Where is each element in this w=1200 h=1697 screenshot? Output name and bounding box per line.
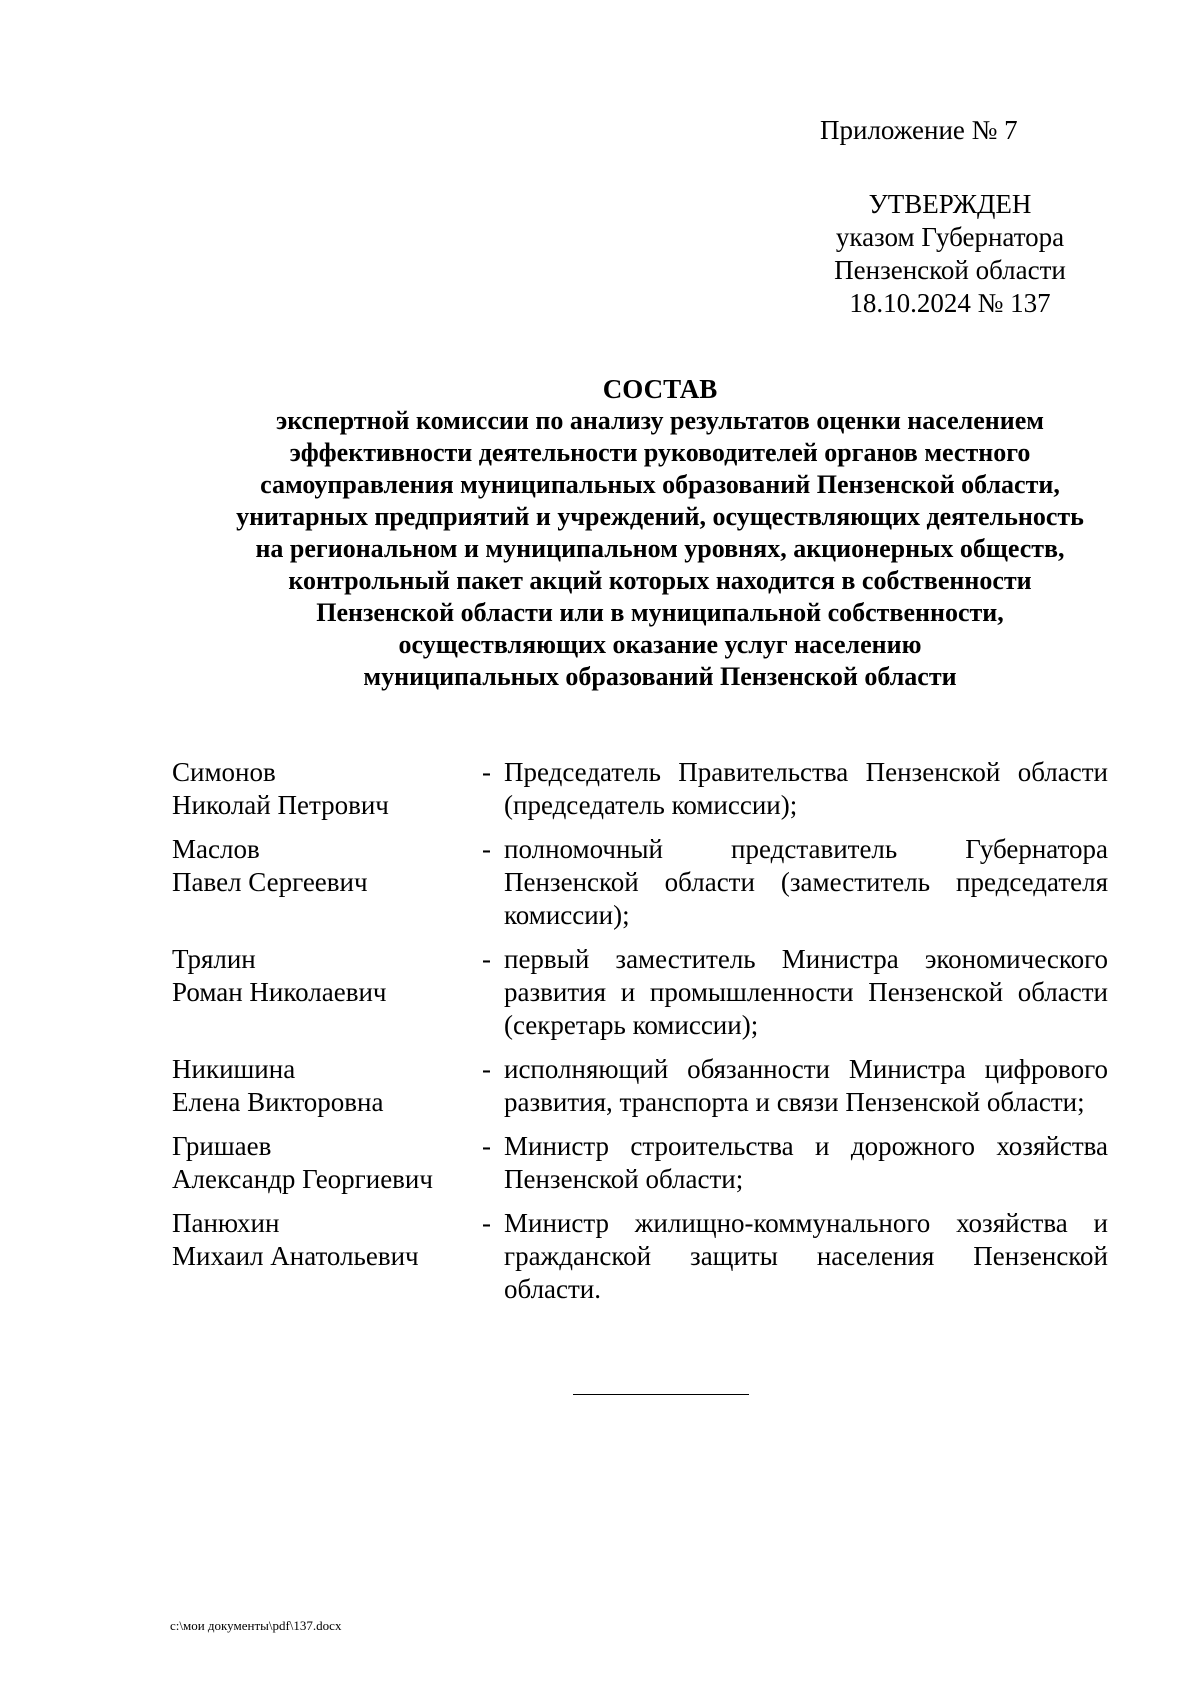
member-name — [172, 833, 482, 932]
member-given-names: Михаил Анатольевич — [172, 1241, 419, 1271]
member-role: первый заместитель Министра экономического развития и промышленности Пензенской области (секретарь комиссии); — [504, 944, 1108, 1040]
approval-status: УТВЕРЖДЕН — [868, 189, 1032, 219]
member-name — [172, 756, 482, 822]
approval-stamp — [800, 188, 1100, 320]
approval-date-number: 18.10.2024 № 137 — [849, 288, 1051, 318]
footer-file-path: c:\мои документы\pdf\137.docx — [170, 1618, 342, 1633]
member-row — [172, 943, 1108, 1042]
member-given-names: Роман Николаевич — [172, 977, 387, 1007]
member-role: Председатель Правительства Пензенской области (председатель комиссии); — [504, 757, 1108, 820]
member-surname: Маслов — [172, 834, 260, 864]
member-given-names: Елена Викторовна — [172, 1087, 384, 1117]
title-line: унитарных предприятий и учреждений, осуществляющих деятельность — [236, 502, 1084, 531]
member-given-names: Павел Сергеевич — [172, 867, 368, 897]
member-row — [172, 1130, 1108, 1196]
member-dash: - — [482, 757, 491, 787]
member-surname: Симонов — [172, 757, 276, 787]
member-name — [172, 1207, 482, 1306]
member-row — [172, 1207, 1108, 1306]
member-dash: - — [482, 1131, 491, 1161]
title-line: эффективности деятельности руководителей органов местного — [289, 438, 1031, 467]
member-given-names: Александр Георгиевич — [172, 1164, 433, 1194]
commission-members-list — [172, 756, 1108, 1317]
member-surname: Никишина — [172, 1054, 296, 1084]
member-surname: Панюхин — [172, 1208, 280, 1238]
title-line: на региональном и муниципальном уровнях, акционерных обществ, — [255, 534, 1065, 563]
title-main: СОСТАВ — [602, 374, 718, 404]
member-row — [172, 833, 1108, 932]
end-separator-line — [573, 1394, 749, 1395]
member-dash: - — [482, 944, 491, 974]
member-row — [172, 1053, 1108, 1119]
title-line: муниципальных образований Пензенской области — [363, 662, 957, 691]
approval-by-line-1: указом Губернатора — [835, 222, 1065, 252]
appendix-number: Приложение № 7 — [820, 115, 1018, 145]
approval-by-line-2: Пензенской области — [834, 255, 1066, 285]
member-dash: - — [482, 1208, 491, 1238]
title-line: Пензенской области или в муниципальной собственности, — [316, 598, 1004, 627]
member-name — [172, 1130, 482, 1196]
member-surname: Гришаев — [172, 1131, 272, 1161]
member-row — [172, 756, 1108, 822]
member-given-names: Николай Петрович — [172, 790, 389, 820]
member-role: полномочный представитель Губернатора Пензенской области (заместитель председателя комиссии); — [504, 834, 1108, 930]
title-line: контрольный пакет акций которых находится в собственности — [288, 566, 1032, 595]
member-name — [172, 943, 482, 1042]
member-dash: - — [482, 834, 491, 864]
title-line: осуществляющих оказание услуг населению — [398, 630, 922, 659]
member-surname: Трялин — [172, 944, 256, 974]
document-title — [150, 373, 1170, 693]
member-role: Министр жилищно-коммунального хозяйства и гражданской защиты населения Пензенской области. — [504, 1208, 1108, 1304]
member-role: Министр строительства и дорожного хозяйства Пензенской области; — [504, 1131, 1108, 1194]
title-line: экспертной комиссии по анализу результатов оценки населением — [275, 406, 1045, 435]
member-name — [172, 1053, 482, 1119]
member-dash: - — [482, 1054, 491, 1084]
member-role: исполняющий обязанности Министра цифрового развития, транспорта и связи Пензенской области; — [504, 1054, 1108, 1117]
title-line: самоуправления муниципальных образований Пензенской области, — [260, 470, 1060, 499]
